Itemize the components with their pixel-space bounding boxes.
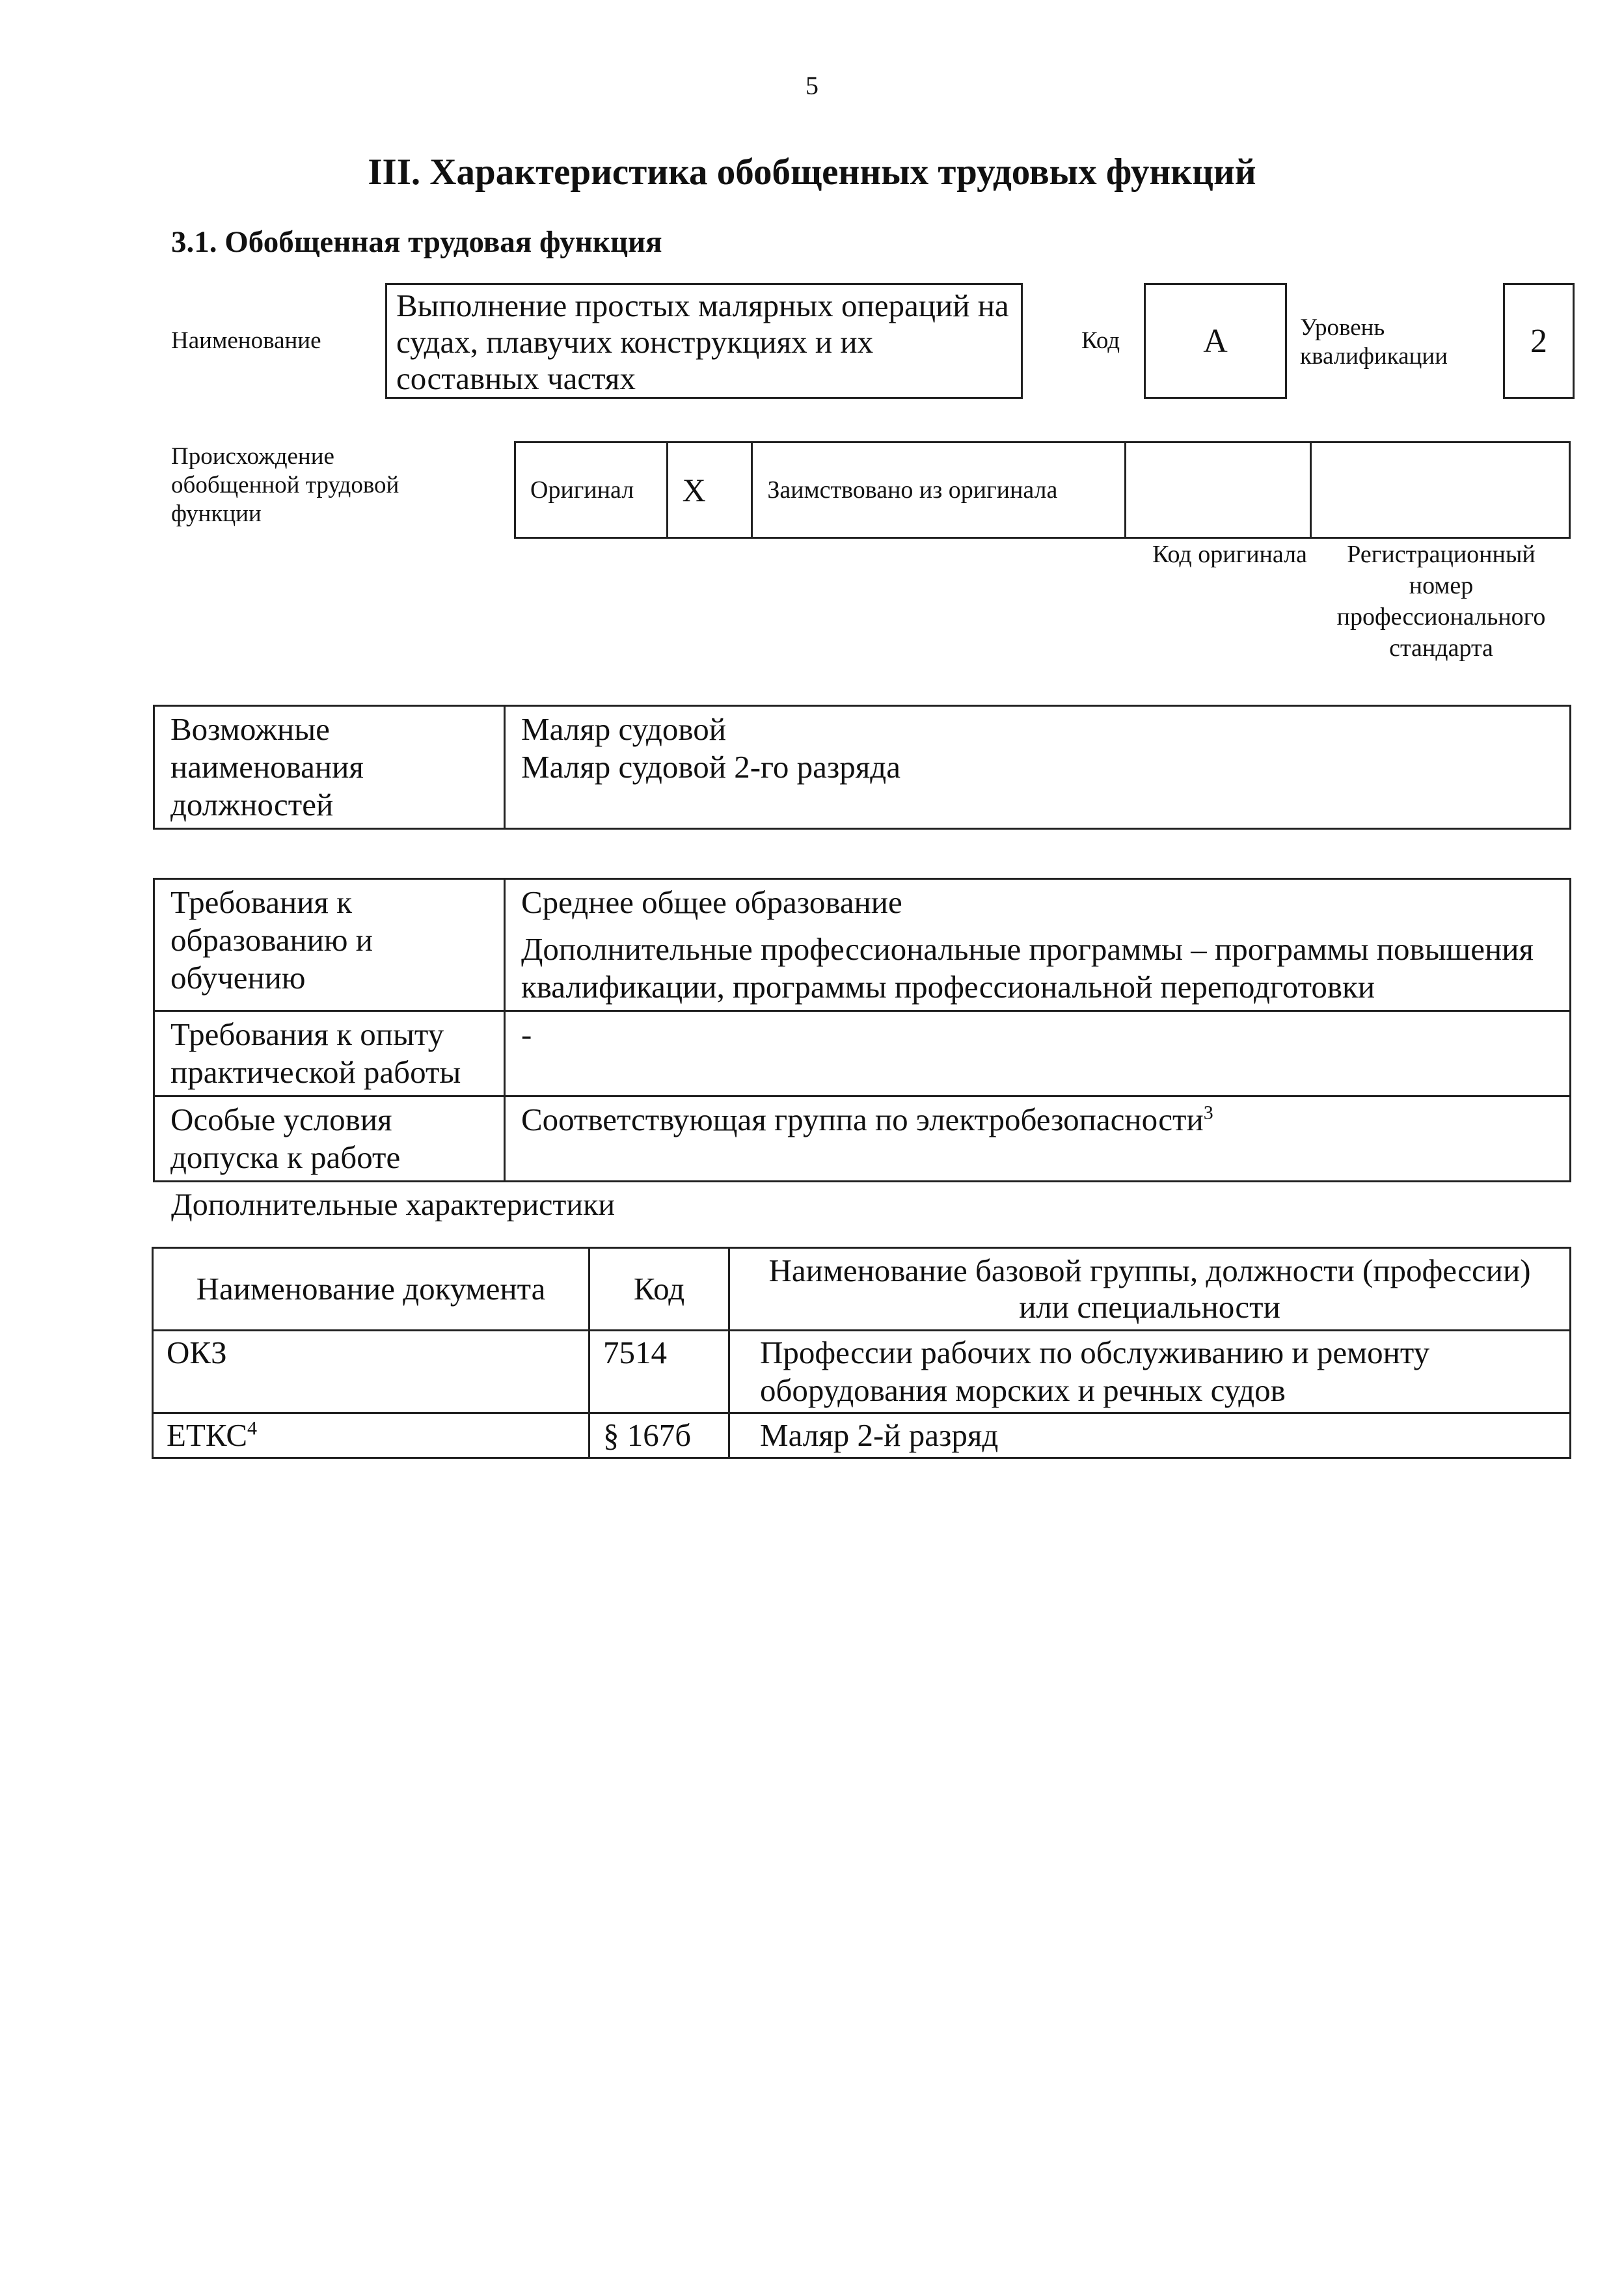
code-cell: § 167б	[589, 1413, 729, 1458]
doc-name: ЕТКС	[167, 1417, 248, 1453]
special-conditions-value: Соответствующая группа по электробезопасности	[521, 1102, 1204, 1137]
footnote-mark: 3	[1203, 1102, 1213, 1124]
position-item: Маляр судовой	[521, 711, 726, 747]
reg-number-cell	[1310, 442, 1569, 538]
doc-cell	[153, 1413, 589, 1458]
function-code-box: А	[1144, 283, 1287, 399]
experience-label: Требования к опыту практической работы	[154, 1011, 505, 1096]
origin-label: Происхождение обобщенной трудовой функции	[171, 443, 399, 527]
education-item: Дополнительные профессиональные программы – программы повышения квалификации, программы профессиональной переподготовки	[521, 931, 1534, 1005]
original-code-cell	[1125, 442, 1310, 538]
subsection-title: 3.1. Обобщенная трудовая функция	[171, 225, 662, 259]
requirements-table	[153, 878, 1571, 1182]
doc-name: ОКЗ	[167, 1335, 227, 1370]
special-conditions-cell	[505, 1096, 1571, 1182]
table-row	[153, 1413, 1571, 1458]
header-base-group: Наименование базовой группы, должности (профессии) или специальности	[729, 1248, 1571, 1331]
additional-table	[152, 1247, 1571, 1459]
base-group-cell: Маляр 2-й разряд	[729, 1413, 1571, 1458]
name-label: Наименование	[171, 327, 321, 354]
header-document: Наименование документа	[153, 1248, 589, 1331]
additional-title: Дополнительные характеристики	[171, 1188, 616, 1222]
level-label: Уровень квалификации	[1300, 314, 1448, 370]
education-label: Требования к образованию и обучению	[154, 879, 505, 1011]
original-mark: Х	[667, 442, 752, 538]
level-box: 2	[1503, 283, 1575, 399]
table-row	[153, 1331, 1571, 1413]
page-number: 5	[805, 71, 819, 100]
education-item: Среднее общее образование	[521, 884, 902, 920]
positions-label: Возможные наименования должностей	[154, 706, 505, 829]
footnote-mark: 4	[247, 1417, 258, 1439]
positions-table	[153, 705, 1571, 830]
education-values	[505, 879, 1571, 1011]
code-original-caption: Код оригинала	[1152, 541, 1307, 568]
experience-value: -	[505, 1011, 1571, 1096]
function-name-box: Выполнение простых малярных операций на судах, плавучих конструкциях и их составных частях	[385, 283, 1023, 399]
origin-table	[514, 441, 1571, 539]
position-item: Маляр судовой 2-го разряда	[521, 749, 900, 785]
base-group-cell: Профессии рабочих по обслуживанию и ремонту оборудования морских и речных судов	[729, 1331, 1571, 1413]
positions-values	[505, 706, 1571, 829]
header-code: Код	[589, 1248, 729, 1331]
special-conditions-label: Особые условия допуска к работе	[154, 1096, 505, 1182]
original-label: Оригинал	[515, 442, 668, 538]
section-title: III. Характеристика обобщенных трудовых функций	[368, 152, 1256, 193]
doc-cell	[153, 1331, 589, 1413]
code-cell: 7514	[589, 1331, 729, 1413]
code-label: Код	[1081, 327, 1120, 354]
reg-number-caption: Регистрационный номер профессионального стандарта	[1336, 541, 1546, 662]
borrowed-label: Заимствовано из оригинала	[752, 442, 1125, 538]
